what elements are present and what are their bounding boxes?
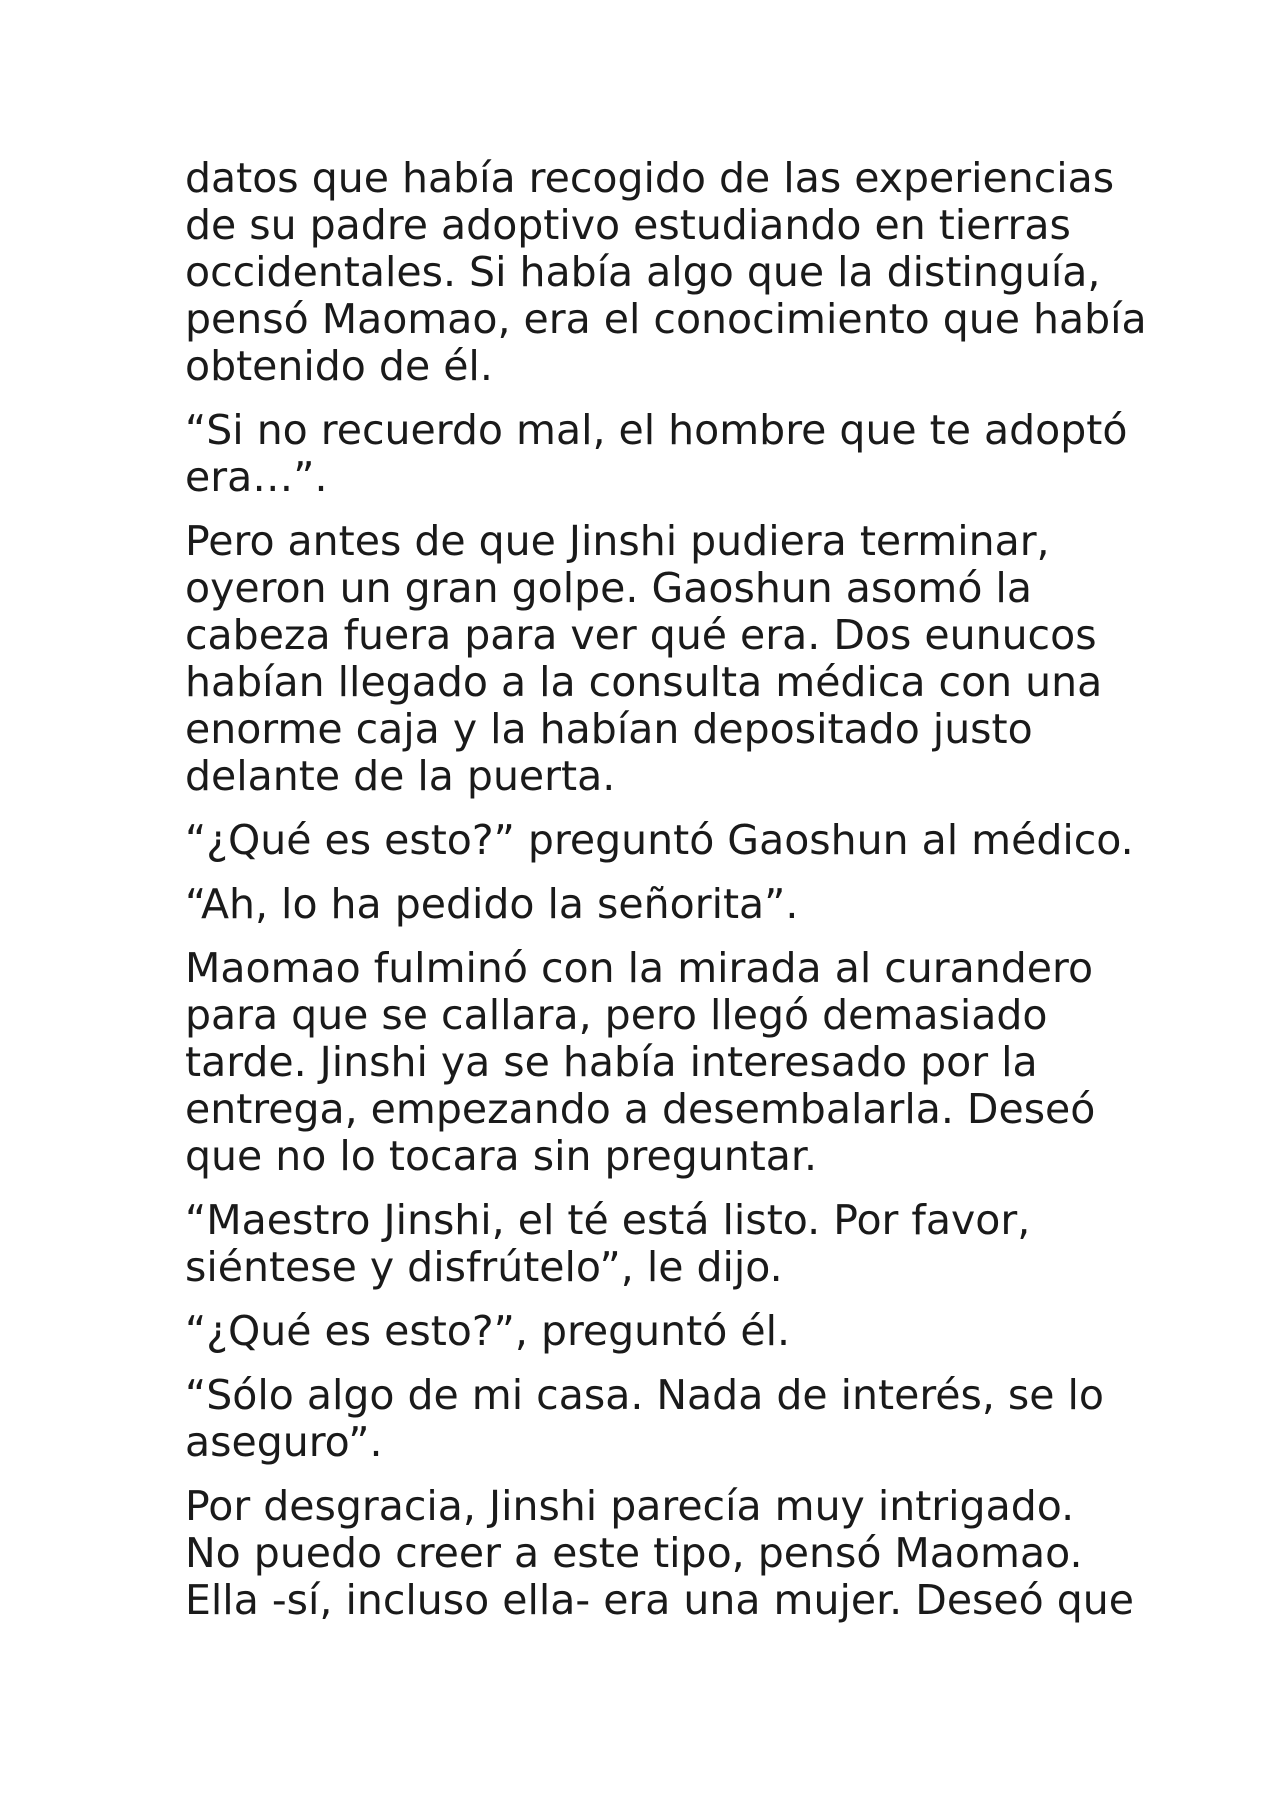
text-line: delante de la puerta. <box>185 752 616 800</box>
text-line: de su padre adoptivo estudiando en tierras <box>185 201 1071 249</box>
text-line: oyeron un gran golpe. Gaoshun asomó la <box>185 564 1032 612</box>
text-line: “Ah, lo ha pedido la señorita”. <box>185 880 799 928</box>
text-line: “¿Qué es esto?”, preguntó él. <box>185 1307 790 1355</box>
text-line: Ella -sí, incluso ella- era una mujer. Deseó que <box>185 1576 1134 1624</box>
text-line: que no lo tocara sin preguntar. <box>185 1132 818 1180</box>
text-line: “Si no recuerdo mal, el hombre que te adoptó <box>185 406 1128 454</box>
paragraph <box>185 154 1147 390</box>
text-line: occidentales. Si había algo que la distinguía, <box>185 248 1101 296</box>
text-line: “¿Qué es esto?” preguntó Gaoshun al médico. <box>185 816 1134 864</box>
text-line: cabeza fuera para ver qué era. Dos eunucos <box>185 611 1097 659</box>
text-line: para que se callara, pero llegó demasiado <box>185 991 1048 1039</box>
paragraph <box>185 1197 1125 1291</box>
paragraph <box>185 945 1125 1180</box>
text-line: Pero antes de que Jinshi pudiera terminar, <box>185 517 1050 565</box>
text-line: No puedo creer a este tipo, pensó Maomao. <box>185 1529 1083 1577</box>
paragraph <box>185 881 1125 928</box>
paragraph <box>185 1308 1125 1355</box>
paragraph <box>185 816 1134 864</box>
text-line: tarde. Jinshi ya se había interesado por la <box>185 1038 1038 1086</box>
text-line: obtenido de él. <box>185 342 493 390</box>
paragraph <box>185 1372 1125 1466</box>
paragraph <box>185 1482 1134 1624</box>
text-line: “Sólo algo de mi casa. Nada de interés, se lo <box>185 1371 1105 1419</box>
text-line: habían llegado a la consulta médica con una <box>185 658 1103 706</box>
text-line: aseguro”. <box>185 1418 383 1466</box>
paragraph <box>185 518 1125 800</box>
text-line: “Maestro Jinshi, el té está listo. Por favor, <box>185 1196 1031 1244</box>
text-line: era…”. <box>185 453 328 501</box>
paragraph <box>185 406 1128 501</box>
text-line: Maomao fulminó con la mirada al curandero <box>185 944 1094 992</box>
page-text <box>185 154 1147 1641</box>
text-line: pensó Maomao, era el conocimiento que había <box>185 295 1147 343</box>
text-line: Por desgracia, Jinshi parecía muy intrigado. <box>185 1482 1075 1530</box>
text-line: datos que había recogido de las experiencias <box>185 154 1115 202</box>
text-line: entrega, empezando a desembalarla. Deseó <box>185 1085 1096 1133</box>
text-line: siéntese y disfrútelo”, le dijo. <box>185 1243 783 1291</box>
text-line: enorme caja y la habían depositado justo <box>185 705 1033 753</box>
